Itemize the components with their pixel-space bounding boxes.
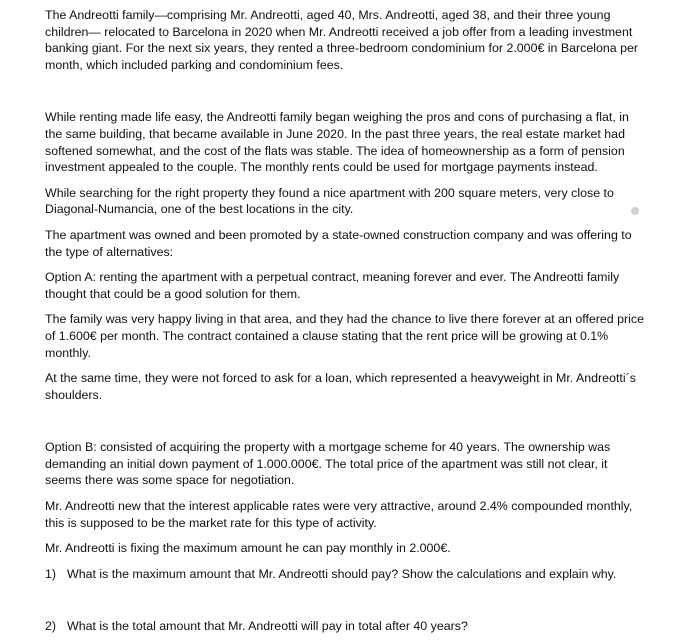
paragraph-option-a: Option A: renting the apartment with a perpetual contract, meaning forever and ever. The Andreotti family thought that could be a good solution for them. — [45, 270, 620, 301]
question-1-text: What is the maximum amount that Mr. Andreotti should pay? Show the calculations and explain why. — [67, 566, 617, 581]
paragraph-property-search: While searching for the right property they found a nice apartment with 200 square meters, very close to Diagonal-Numancia, one of the best locations in the city. — [45, 185, 614, 217]
paragraph-option-b: Option B: consisted of acquiring the property with a mortgage scheme for 40 years. The ownership was demanding an initial down payment of 1.000.000€. The total price of the apartment was still not clear, it seems there was some space for negotiation. — [45, 440, 611, 488]
document-body — [45, 7, 645, 635]
paragraph-renting-considerations: While renting made life easy, the Andreotti family began weighing the pros and cons of purchasing a flat, in the same building, that became available in June 2020. In the past three years, the real estate market had softened somewhat, and the cost of the flats was stable. The idea of homeownership as a form of pension investment appealed to the couple. The monthly rents could be used for mortgage payments instead. — [45, 110, 629, 175]
paragraph-interest-rate: Mr. Andreotti new that the interest applicable rates were very attractive, around 2.4% compounded monthly, this is supposed to be the market rate for this type of activity. — [45, 499, 633, 530]
question-1-number: 1) — [45, 566, 57, 581]
paragraph-monthly-max: Mr. Andreotti is fixing the maximum amount he can pay monthly in 2.000€. — [45, 541, 451, 556]
question-2-number: 2) — [45, 619, 57, 634]
paragraph-option-a-loan: At the same time, they were not forced to ask for a loan, which represented a heavyweight in Mr. Andreotti´s shoulders. — [45, 371, 636, 402]
question-2-text: What is the total amount that Mr. Andreotti will pay in total after 40 years? — [67, 619, 468, 634]
question-2 — [45, 618, 645, 635]
scroll-indicator-dot — [631, 207, 639, 215]
question-1 — [45, 566, 645, 583]
paragraph-alternatives-intro: The apartment was owned and been promoted by a state-owned construction company and was offering to the type of alternatives: — [45, 227, 632, 259]
paragraph-intro: The Andreotti family—comprising Mr. Andreotti, aged 40, Mrs. Andreotti, aged 38, and their three young children— relocated to Barcelona in 2020 when Mr. Andreotti received a job offer from a leading investment banking giant. For the next six years, they rented a three-bedroom condominium for 2.000€ in Barcelona per month, which included parking and condominium fees. — [45, 8, 639, 72]
paragraph-option-a-details: The family was very happy living in that area, and they had the chance to live there forever at an offered price of 1.600€ per month. The contract contained a clause stating that the rent price will be growing at 0.1% monthly. — [45, 312, 644, 360]
